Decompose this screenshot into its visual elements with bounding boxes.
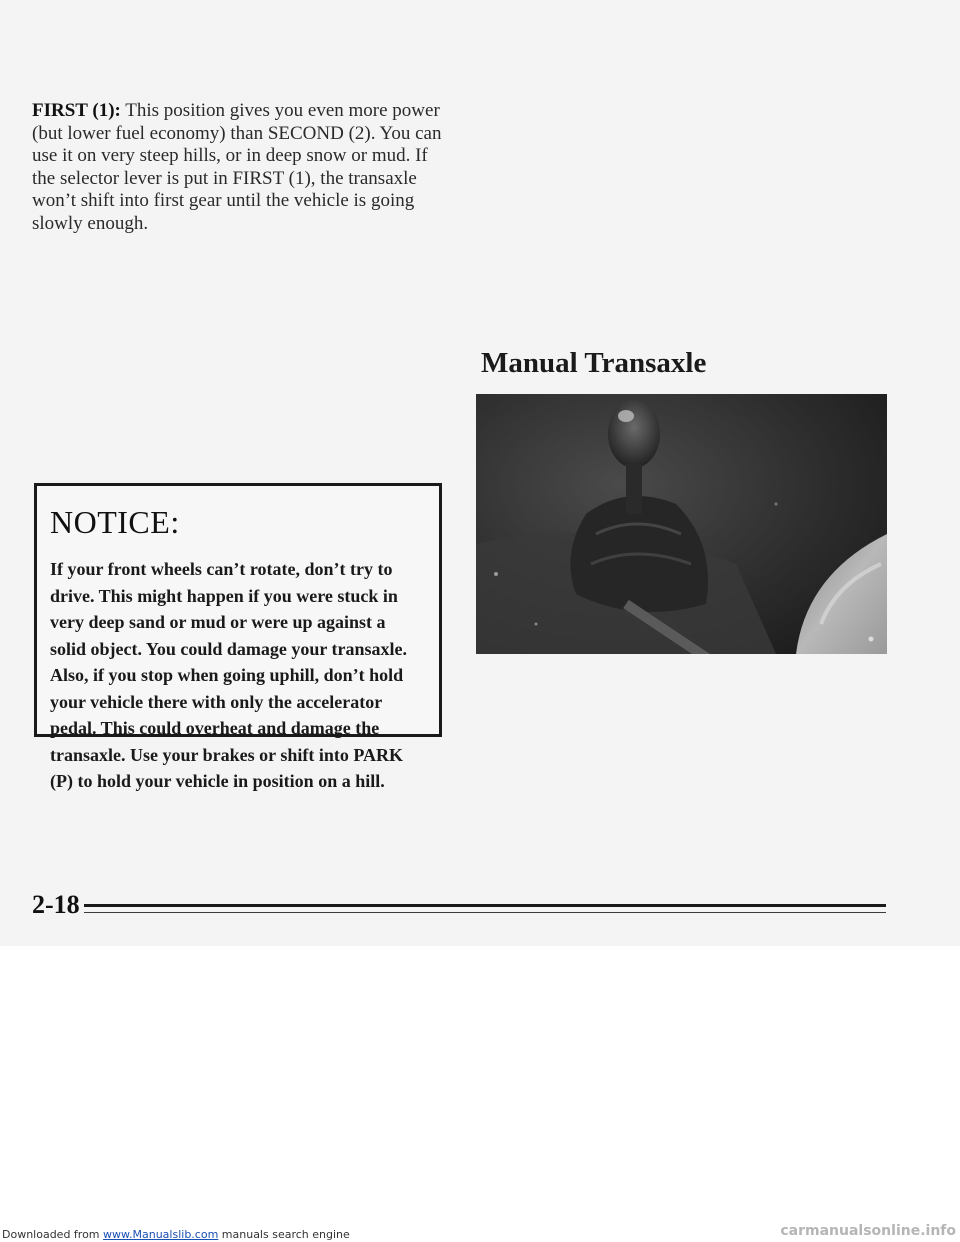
first-gear-lead: FIRST (1): [32, 100, 121, 121]
manualslib-link[interactable]: www.Manualslib.com [103, 1228, 219, 1241]
footer-suffix: manuals search engine [218, 1228, 350, 1241]
footer-rule-thin [84, 912, 886, 913]
notice-title: NOTICE: [50, 504, 180, 540]
notice-box [34, 483, 442, 791]
footer-prefix: Downloaded from [2, 1228, 104, 1241]
notice-text: If your front wheels can’t rotate, don’t try to drive. This might happen if you were stuck in very deep sand or mud or were up against a solid object. You could damage your transaxle. Also, if you stop when going uphill, don’t hold your vehicle there with only the accelerator pedal. This could overheat and damage the transaxle. Use your brakes or shift into PARK (P) to hold your vehicle in position on a hill. [50, 559, 408, 791]
watermark-text: carmanualsonline.info [780, 1223, 956, 1239]
gear-shift-photo [476, 394, 887, 654]
download-footer [2, 1228, 350, 1241]
page-number: 2-18 [32, 890, 80, 919]
first-gear-body: This position gives you even more power (but lower fuel economy) than SECOND (2). You can use it on very steep hills, or in deep snow or mud. If the selector lever is put in FIRST (1), the transaxle won’t shift into first gear until the vehicle is going slowly enough. [32, 100, 442, 234]
footer-rule-thick [84, 904, 886, 907]
manual-transaxle-heading: Manual Transaxle [481, 347, 707, 379]
first-gear-paragraph [32, 100, 452, 235]
